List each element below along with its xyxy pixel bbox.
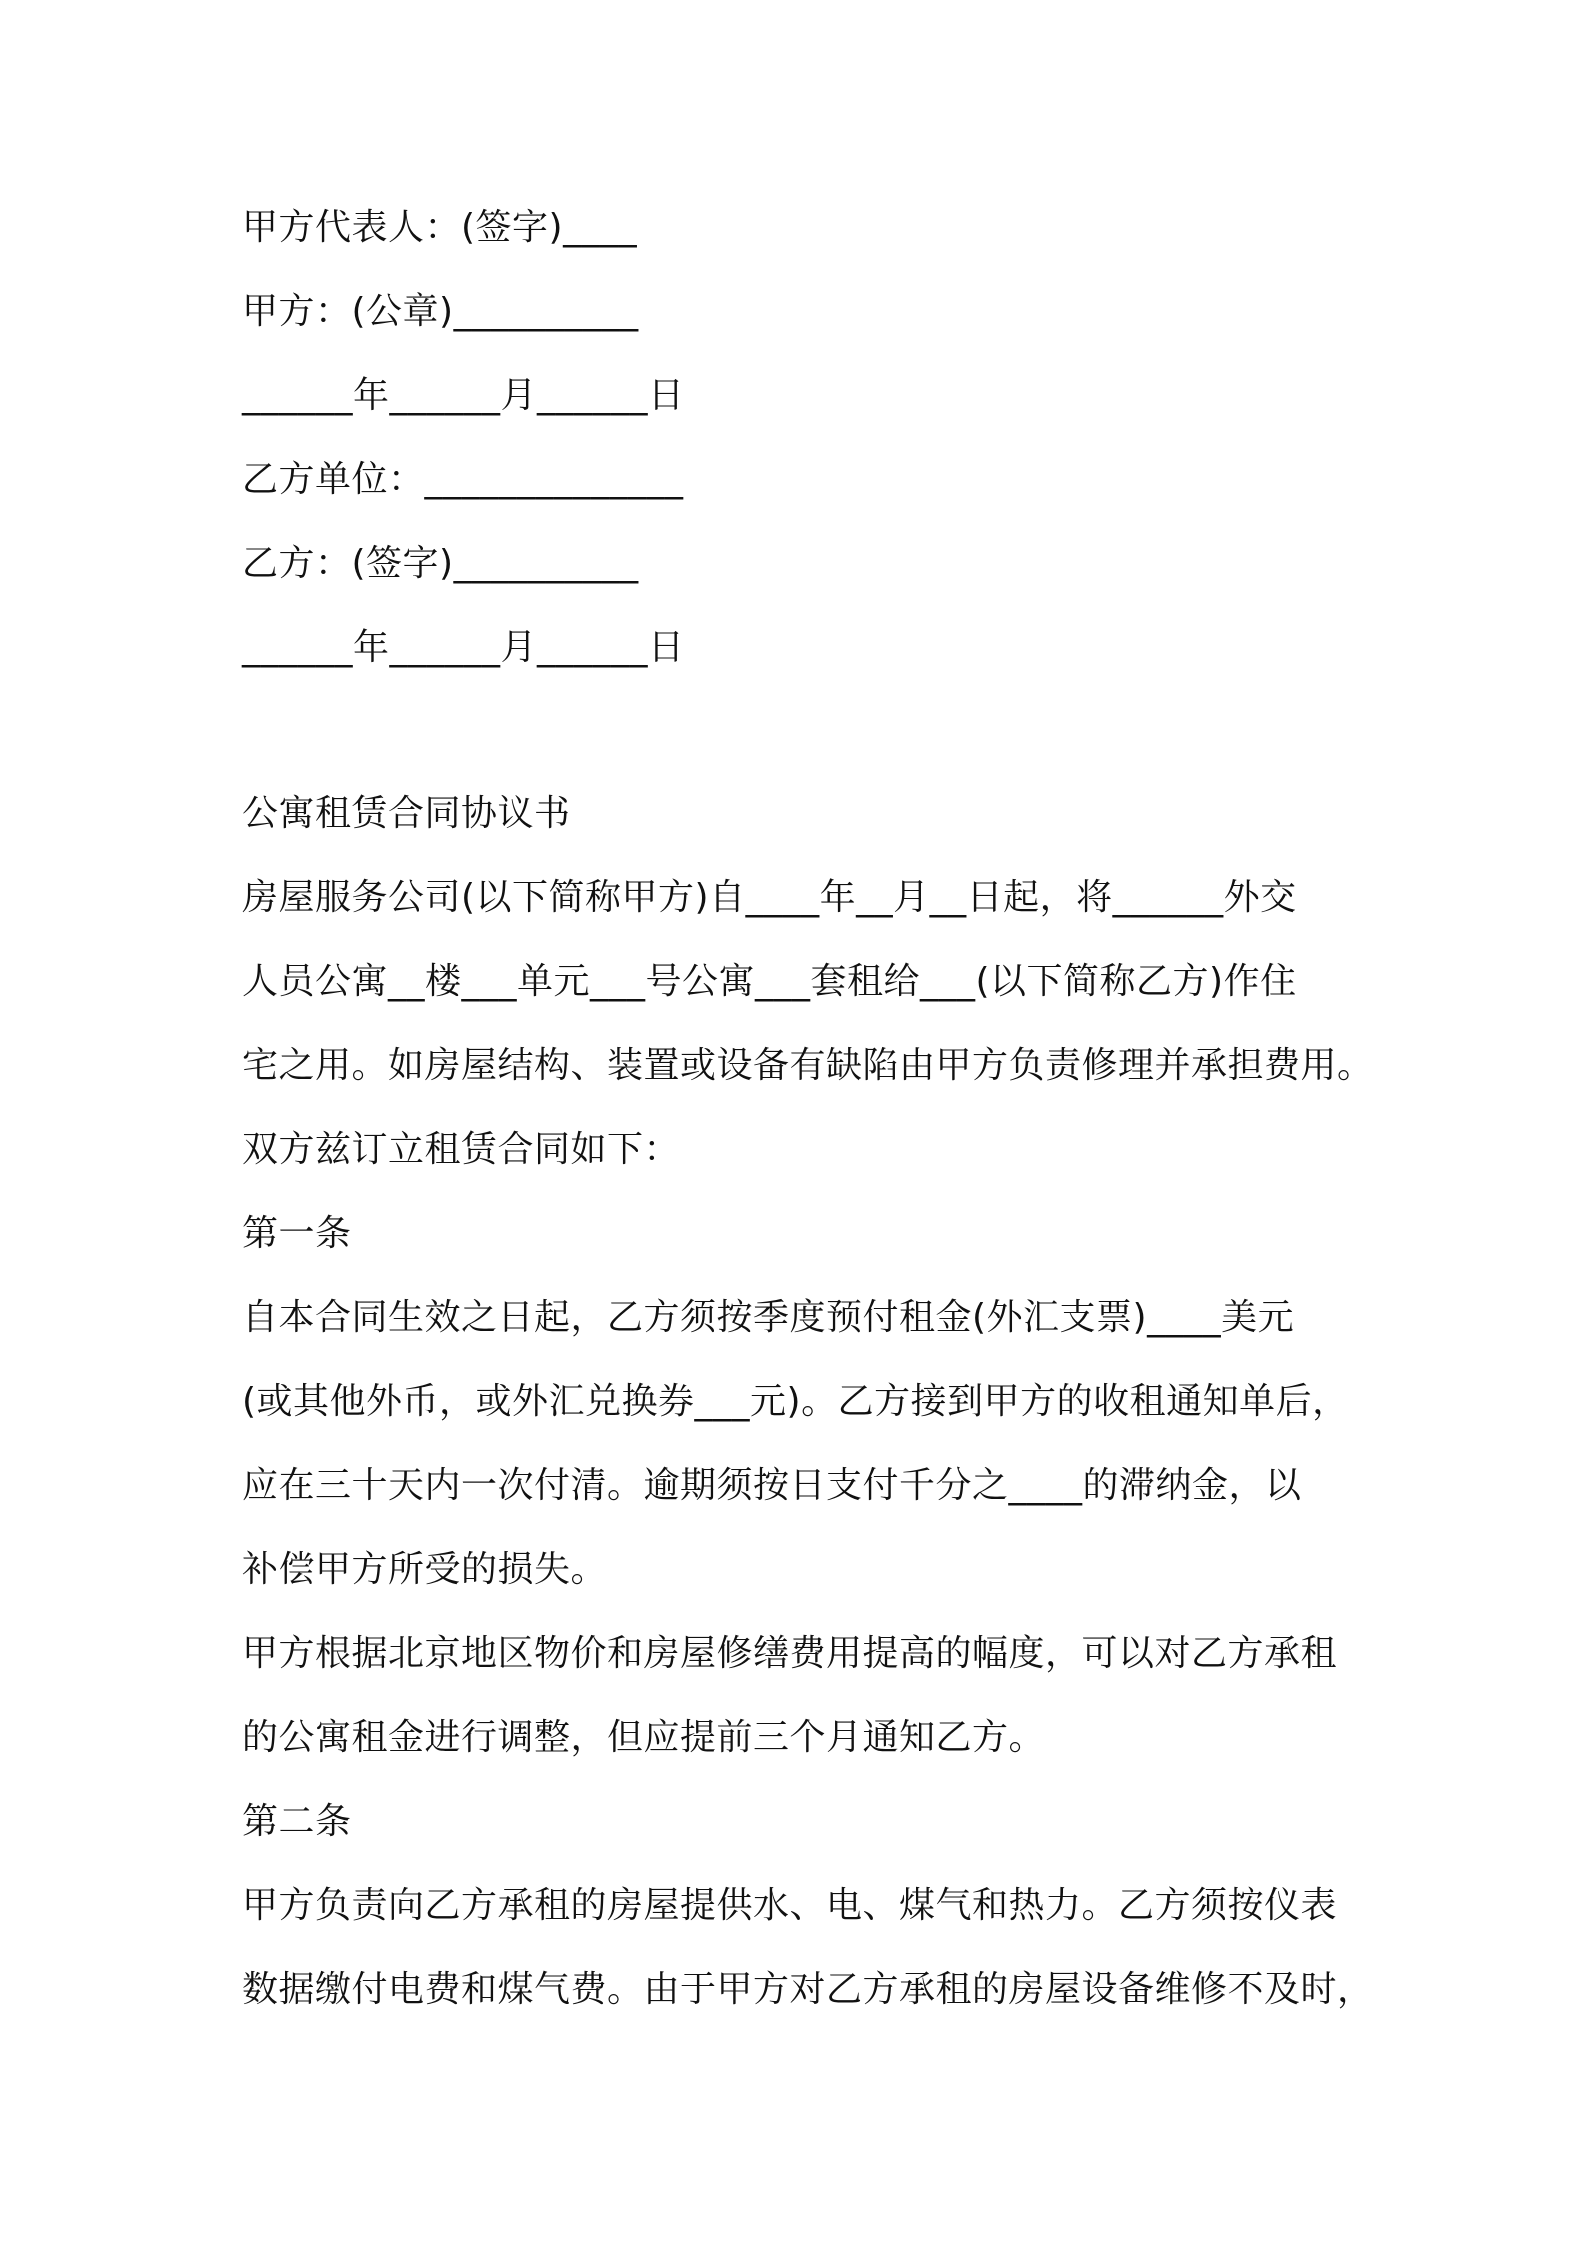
article-2-text-line: 数据缴付电费和煤气费。由于甲方对乙方承租的房屋设备维修不及时，	[242, 1969, 1374, 2010]
intro-line: 房屋服务公司(以下简称甲方)自____年__月__日起，将______外交	[242, 877, 1297, 918]
intro-line: 人员公寓__楼___单元___号公寓___套租给___(以下简称乙方)作住	[242, 961, 1297, 1002]
party-a-date-line: ______年______月______日	[242, 375, 685, 416]
article-1-text-line: 甲方根据北京地区物价和房屋修缮费用提高的幅度，可以对乙方承租	[242, 1633, 1338, 1674]
party-a-seal-line: 甲方：(公章)__________	[242, 291, 639, 332]
article-2-heading: 第二条	[242, 1801, 352, 1842]
party-b-signature-line: 乙方：(签字)__________	[242, 543, 639, 584]
intro-line: 宅之用。如房屋结构、装置或设备有缺陷由甲方负责修理并承担费用。	[242, 1045, 1374, 1086]
article-1-text-line: (或其他外币，或外汇兑换券___元)。乙方接到甲方的收租通知单后，	[242, 1381, 1349, 1422]
party-b-date-line: ______年______月______日	[242, 627, 685, 668]
party-b-unit-line: 乙方单位：______________	[242, 459, 684, 500]
article-1-text-line: 自本合同生效之日起，乙方须按季度预付租金(外汇支票)____美元	[242, 1297, 1295, 1338]
intro-line: 双方兹订立租赁合同如下：	[242, 1129, 681, 1170]
article-2-text-line: 甲方负责向乙方承租的房屋提供水、电、煤气和热力。乙方须按仪表	[242, 1885, 1338, 1926]
article-1-text-line: 的公寓租金进行调整，但应提前三个月通知乙方。	[242, 1717, 1046, 1758]
article-1-heading: 第一条	[242, 1213, 352, 1254]
article-1-text-line: 应在三十天内一次付清。逾期须按日支付千分之____的滞纳金，以	[242, 1465, 1302, 1506]
party-a-representative-line: 甲方代表人：(签字)____	[242, 207, 638, 248]
contract-title: 公寓租赁合同协议书	[242, 793, 571, 834]
article-1-text-line: 补偿甲方所受的损失。	[242, 1549, 608, 1590]
